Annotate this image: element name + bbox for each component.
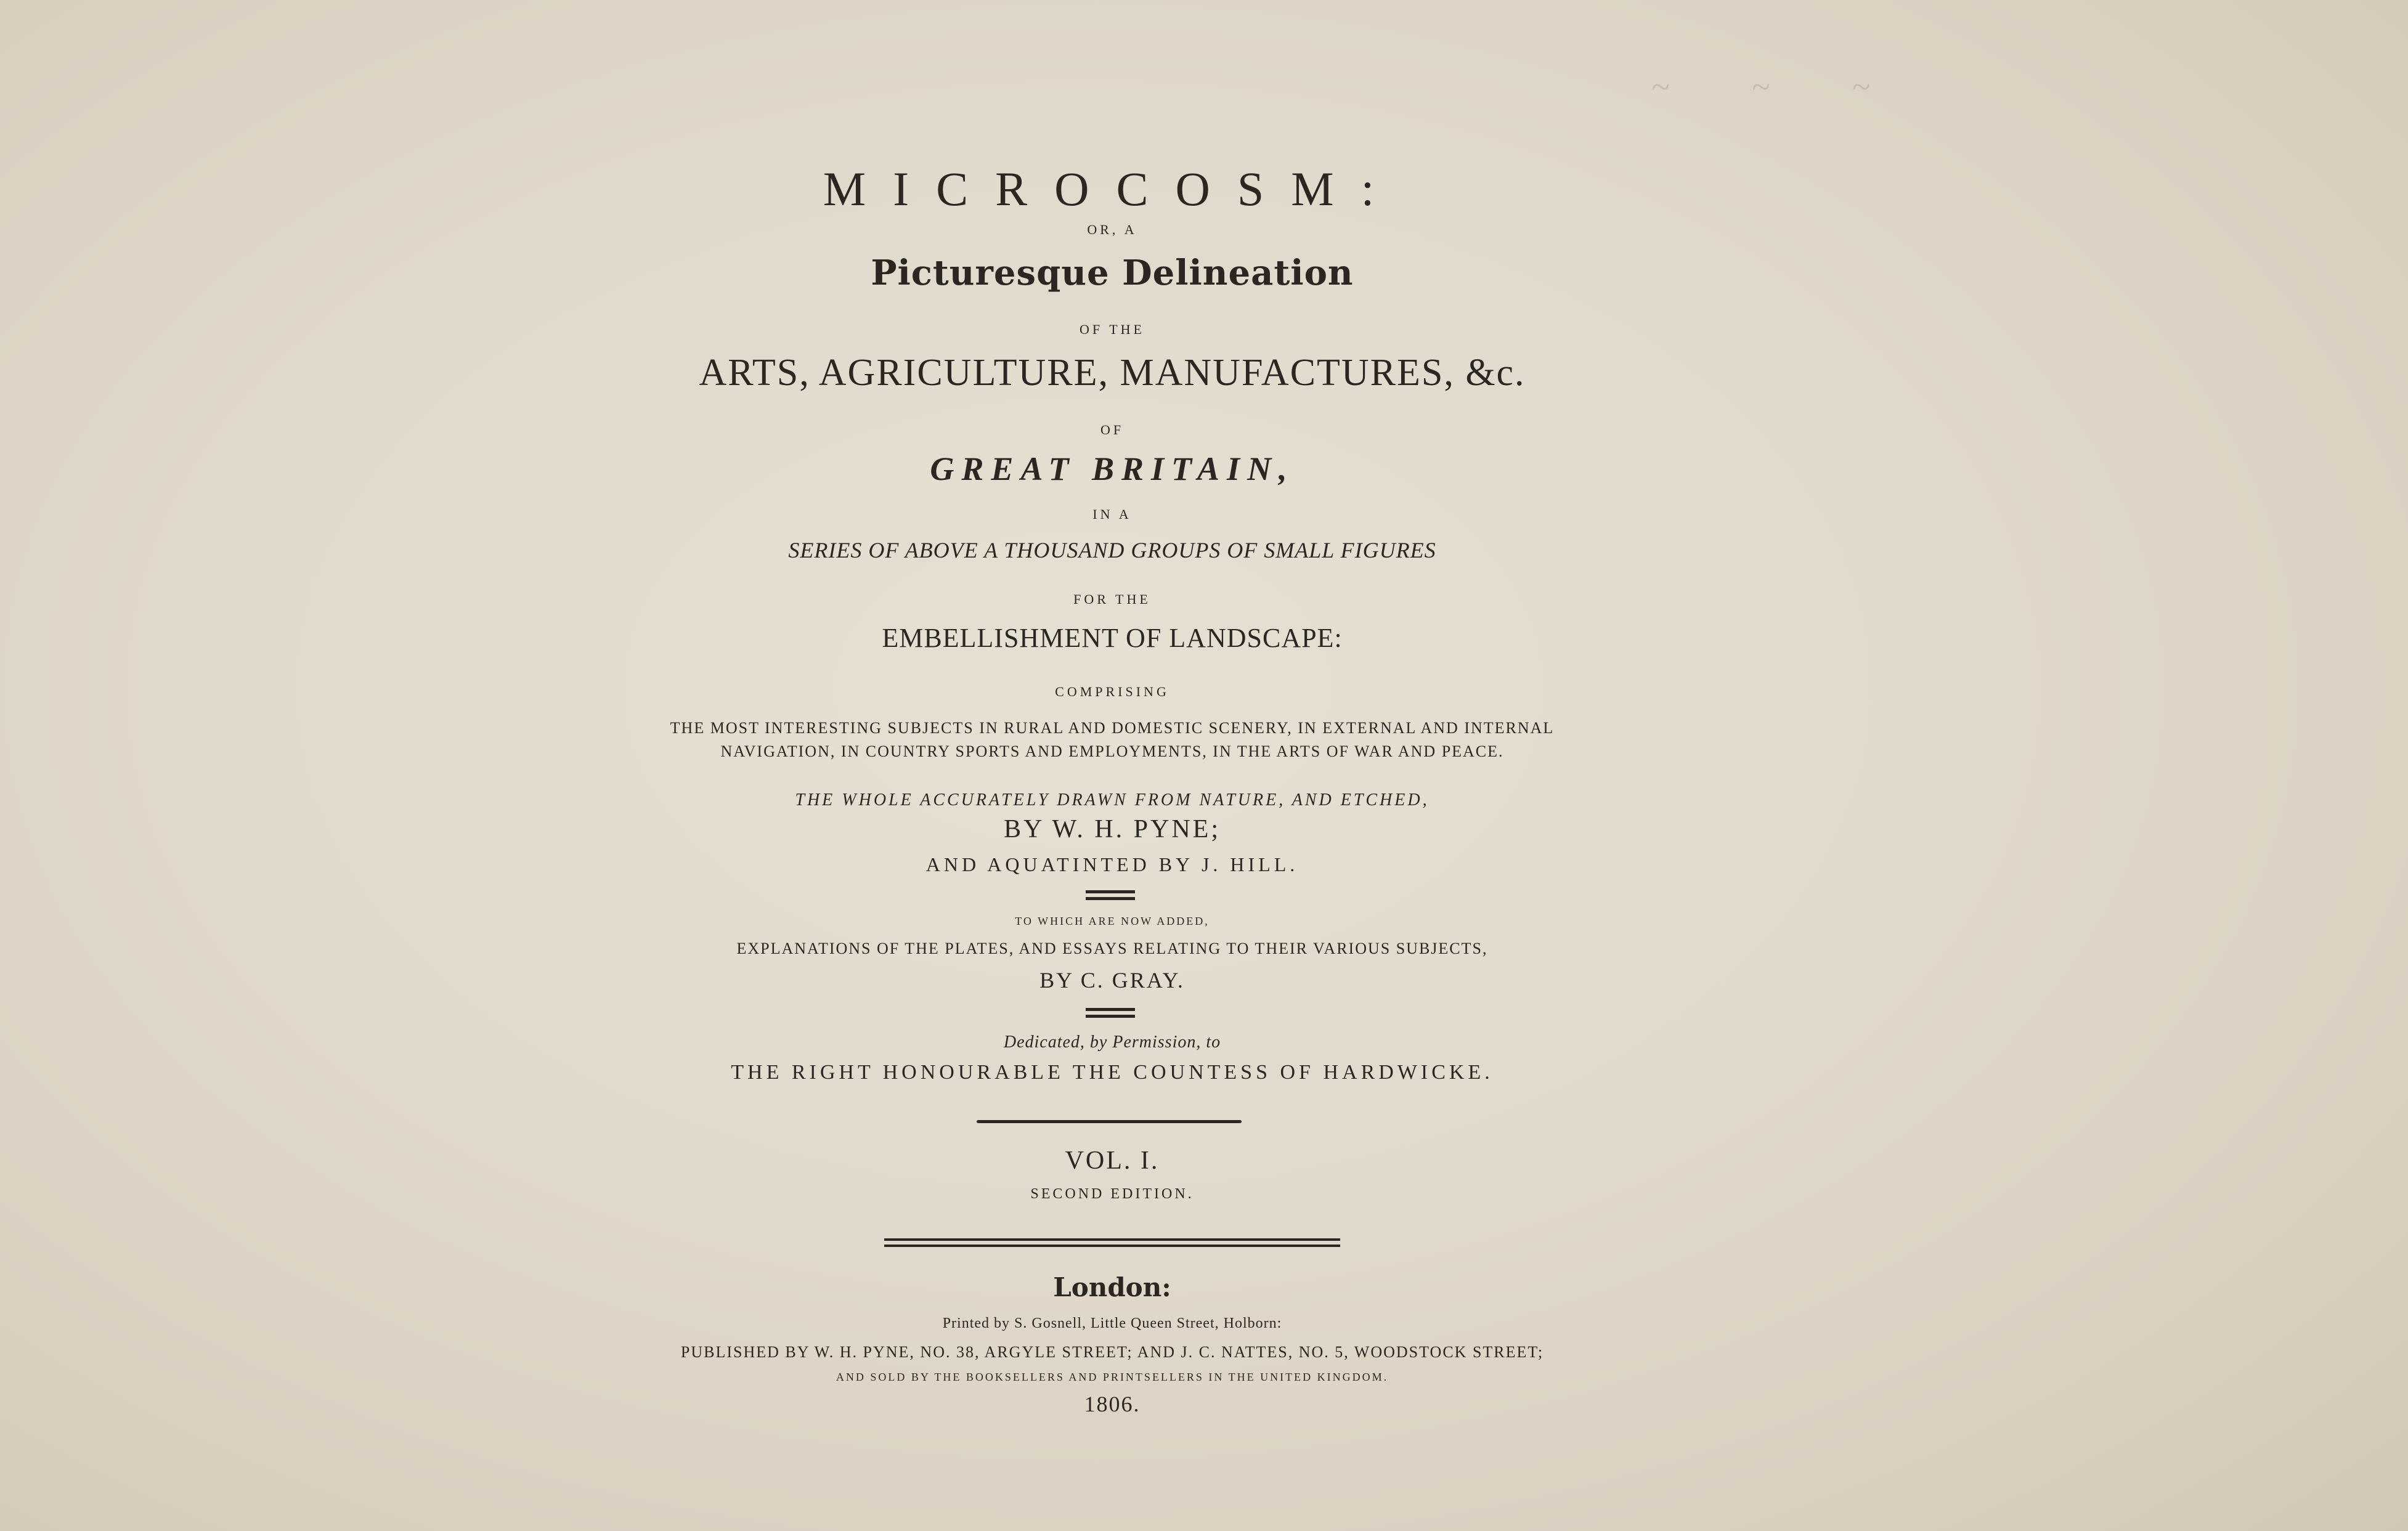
imprint-city: London: bbox=[1053, 1272, 1171, 1302]
comprising-text: COMPRISING bbox=[1055, 684, 1169, 699]
for-the-text: FOR THE bbox=[1073, 591, 1151, 607]
sold-by-line: AND SOLD BY THE BOOKSELLERS AND PRINTSELLERS IN THE UNITED KINGDOM. bbox=[836, 1371, 1389, 1383]
printer-line: Printed by S. Gosnell, Little Queen Street, Holborn: bbox=[942, 1315, 1282, 1331]
arts-heading: ARTS, AGRICULTURE, MANUFACTURES, &c. bbox=[699, 352, 1526, 394]
volume-label: VOL. I. bbox=[1065, 1147, 1160, 1175]
countess-text: THE RIGHT HONOURABLE THE COUNTESS OF HARDWICKE. bbox=[731, 1061, 1494, 1084]
embellishment-heading: EMBELLISHMENT OF LANDSCAPE: bbox=[882, 623, 1343, 653]
long-rule-top bbox=[884, 1238, 1340, 1241]
double-rule-1-bottom bbox=[1086, 897, 1135, 900]
subtitle-picturesque: Picturesque Delineation bbox=[871, 253, 1354, 293]
double-rule-2-top bbox=[1086, 1008, 1135, 1011]
double-rule-2-bottom bbox=[1086, 1015, 1135, 1018]
edition-label: SECOND EDITION. bbox=[1030, 1186, 1194, 1202]
publication-year: 1806. bbox=[1084, 1392, 1141, 1416]
explanations-text: EXPLANATIONS OF THE PLATES, AND ESSAYS RELATING TO THEIR VARIOUS SUBJECTS, bbox=[736, 940, 1488, 957]
subjects-line-2: NAVIGATION, IN COUNTRY SPORTS AND EMPLOYMENTS, IN THE ARTS OF WAR AND PEACE. bbox=[720, 742, 1504, 760]
dedicated-text: Dedicated, by Permission, to bbox=[1003, 1033, 1221, 1052]
of-text: OF bbox=[1100, 422, 1125, 437]
tapered-rule bbox=[977, 1120, 1242, 1123]
book-title: MICROCOSM: bbox=[823, 162, 1402, 216]
in-a-text: IN A bbox=[1092, 506, 1132, 522]
series-text: SERIES OF ABOVE A THOUSAND GROUPS OF SMALL FIGURES bbox=[788, 538, 1436, 562]
by-pyne-text: BY W. H. PYNE; bbox=[1004, 815, 1221, 843]
subjects-line-1: THE MOST INTERESTING SUBJECTS IN RURAL AND DOMESTIC SCENERY, IN EXTERNAL AND INTERNAL bbox=[670, 719, 1555, 737]
to-which-text: TO WHICH ARE NOW ADDED, bbox=[1015, 915, 1210, 927]
by-gray-text: BY C. GRAY. bbox=[1039, 968, 1185, 993]
of-the-text: OF THE bbox=[1080, 322, 1145, 337]
aquatinted-text: AND AQUATINTED BY J. HILL. bbox=[925, 853, 1299, 875]
pencil-marks: ~ ~ ~ bbox=[1651, 68, 1907, 105]
whole-drawn-text: THE WHOLE ACCURATELY DRAWN FROM NATURE, AND ETCHED, bbox=[795, 790, 1430, 810]
or-a-text: OR, A bbox=[1087, 222, 1137, 237]
double-rule-1-top bbox=[1086, 890, 1135, 893]
great-britain-heading: GREAT BRITAIN, bbox=[930, 450, 1295, 487]
long-rule-bottom bbox=[884, 1245, 1340, 1247]
publisher-line: PUBLISHED BY W. H. PYNE, NO. 38, ARGYLE STREET; AND J. C. NATTES, NO. 5, WOODSTOCK STREET; bbox=[680, 1343, 1544, 1361]
